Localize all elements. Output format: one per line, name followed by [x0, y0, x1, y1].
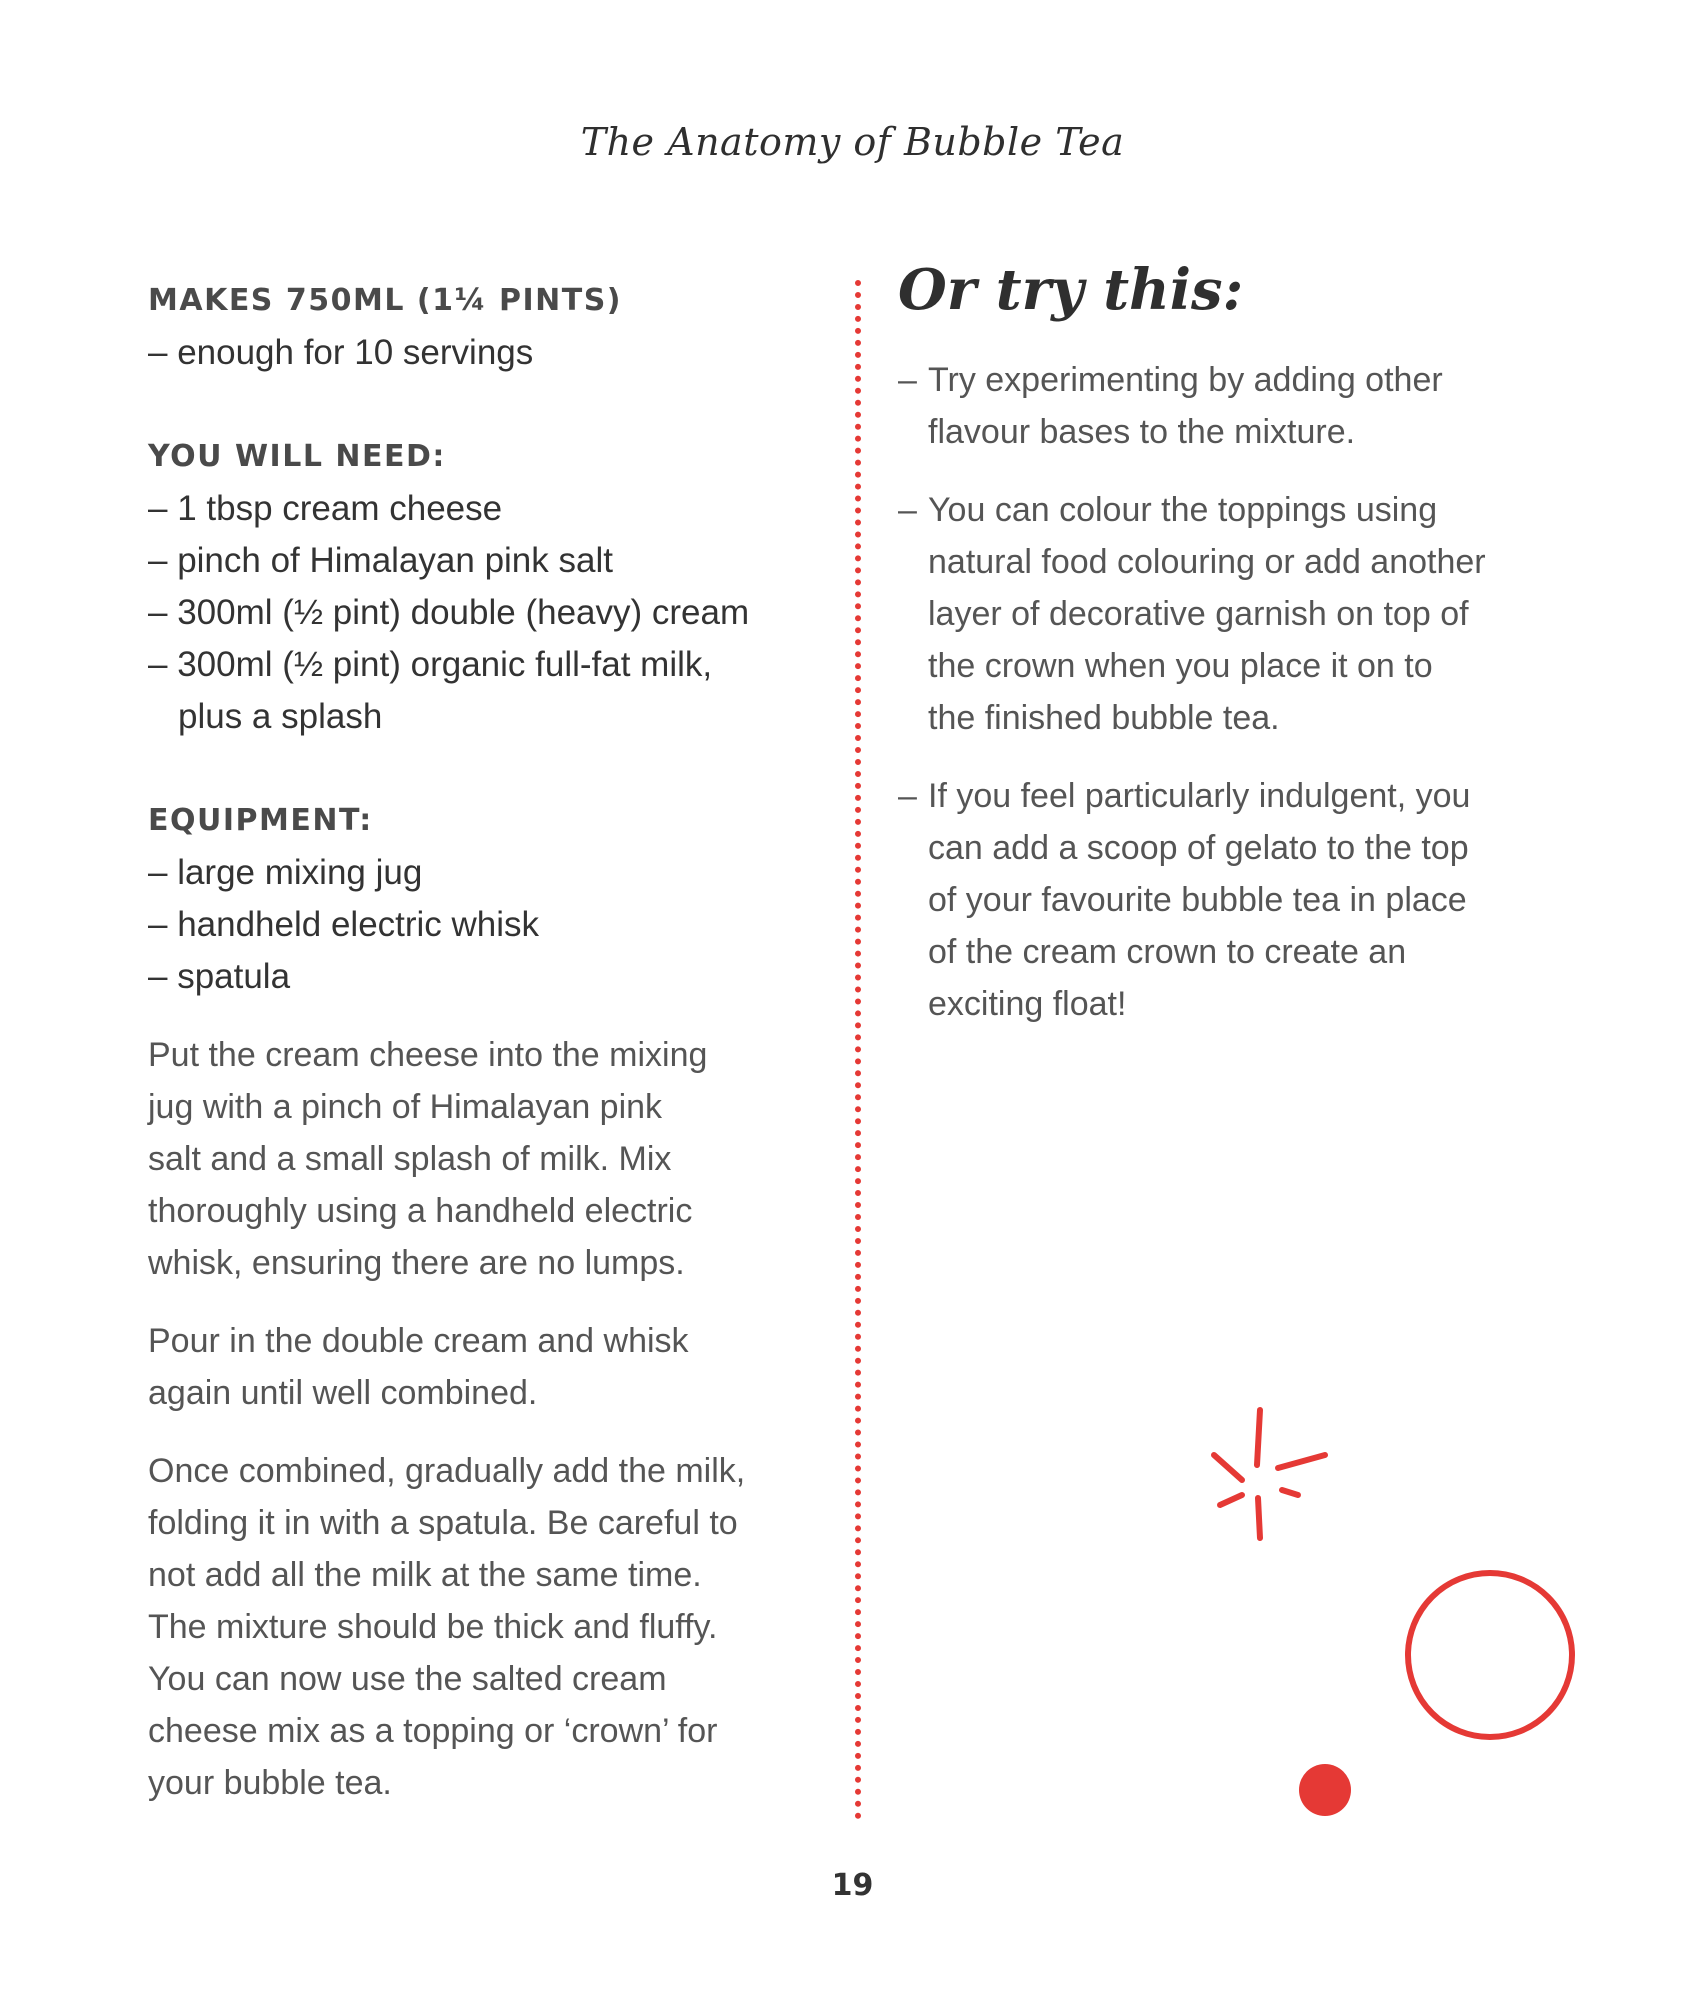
method-line: again until well combined.	[148, 1374, 538, 1412]
tip-line: of your favourite bubble tea in place	[928, 881, 1467, 919]
recipe-column	[148, 275, 828, 1835]
method-paragraph-2	[148, 1315, 828, 1419]
method-line: folding it in with a spatula. Be careful to	[148, 1504, 738, 1542]
method-line: Put the cream cheese into the mixing	[148, 1036, 708, 1074]
tip-dash: –	[898, 777, 917, 815]
equipment-item: – large mixing jug	[148, 853, 423, 892]
equipment-item: – handheld electric whisk	[148, 905, 540, 944]
tip-line: of the cream crown to create an	[928, 933, 1407, 971]
tip-line: layer of decorative garnish on top of	[928, 595, 1469, 633]
ingredient-item: – pinch of Himalayan pink salt	[148, 541, 613, 580]
tip-item	[898, 770, 1598, 1030]
tip-line: If you feel particularly indulgent, you	[928, 777, 1471, 815]
running-header: The Anatomy of Bubble Tea	[580, 120, 1125, 164]
method-paragraph-3	[148, 1445, 828, 1809]
tip-line: You can colour the toppings using	[928, 491, 1438, 529]
ring-icon	[1408, 1573, 1572, 1737]
method-line: You can now use the salted cream	[148, 1660, 667, 1698]
tips-title: Or try this:	[898, 257, 1244, 323]
equipment-heading: EQUIPMENT:	[148, 803, 373, 838]
equipment-item: – spatula	[148, 957, 291, 996]
method-line: whisk, ensuring there are no lumps.	[148, 1244, 685, 1282]
makes-heading: MAKES 750ML (1¼ PINTS)	[148, 283, 623, 318]
tip-line: flavour bases to the mixture.	[928, 413, 1356, 451]
ingredient-item-continuation: plus a splash	[178, 697, 383, 736]
tip-line: the crown when you place it on to	[928, 647, 1433, 685]
tip-dash: –	[898, 361, 917, 399]
tips-column	[898, 250, 1598, 1056]
ingredient-item: – 300ml (½ pint) organic full-fat milk,	[148, 645, 713, 684]
tip-item	[898, 484, 1598, 744]
tip-line: exciting float!	[928, 985, 1127, 1023]
method-line: jug with a pinch of Himalayan pink	[148, 1088, 663, 1126]
method-line: your bubble tea.	[148, 1764, 392, 1802]
dot-icon	[1299, 1764, 1351, 1816]
decorative-shapes	[1180, 1390, 1600, 1840]
tip-item	[898, 354, 1598, 458]
method-line: The mixture should be thick and fluffy.	[148, 1608, 718, 1646]
page-number: 19	[831, 1868, 874, 1903]
method-line: cheese mix as a topping or ‘crown’ for	[148, 1712, 718, 1750]
tip-line: the finished bubble tea.	[928, 699, 1280, 737]
method-line: Pour in the double cream and whisk	[148, 1322, 689, 1360]
servings-line: – enough for 10 servings	[148, 333, 534, 372]
tip-dash: –	[898, 491, 917, 529]
ingredients-heading: YOU WILL NEED:	[148, 439, 446, 474]
method-line: salt and a small splash of milk. Mix	[148, 1140, 672, 1178]
dotted-divider	[855, 280, 861, 1820]
tip-line: can add a scoop of gelato to the top	[928, 829, 1469, 867]
ingredient-item: – 1 tbsp cream cheese	[148, 489, 503, 528]
method-line: Once combined, gradually add the milk,	[148, 1452, 746, 1490]
method-paragraph-1	[148, 1029, 828, 1289]
tip-line: Try experimenting by adding other	[928, 361, 1443, 399]
tip-line: natural food colouring or add another	[928, 543, 1486, 581]
method-line: thoroughly using a handheld electric	[148, 1192, 693, 1230]
sparkle-icon	[1214, 1410, 1325, 1538]
ingredient-item: – 300ml (½ pint) double (heavy) cream	[148, 593, 750, 632]
method-line: not add all the milk at the same time.	[148, 1556, 702, 1594]
